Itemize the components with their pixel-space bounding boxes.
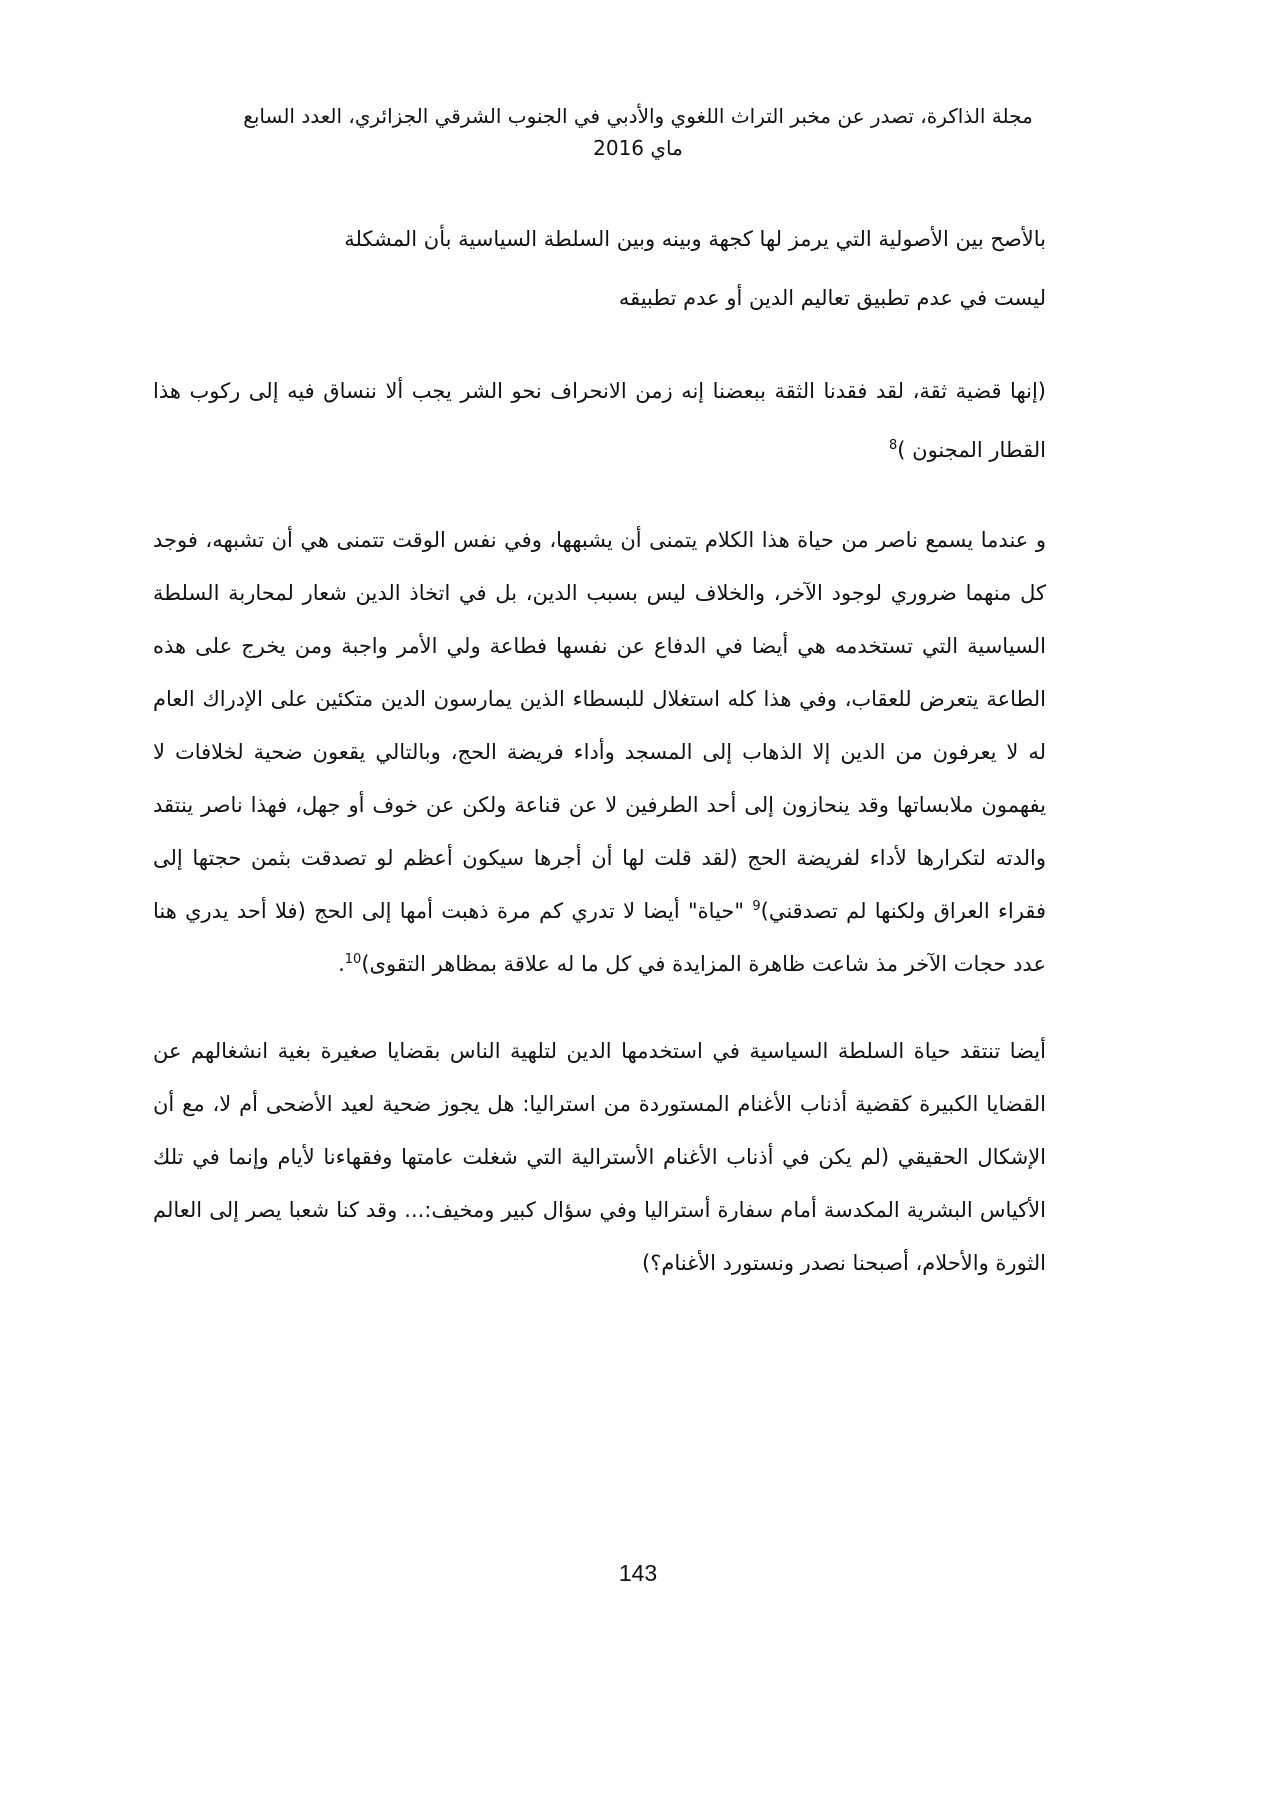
footnote-ref-10: 10: [344, 952, 362, 967]
footnote-ref-8: 8: [889, 438, 898, 453]
journal-header-title: مجلة الذاكرة، تصدر عن مخبر التراث اللغوي والأدبي في الجنوب الشرقي الجزائري، العدد السابع: [243, 104, 1033, 128]
paragraph-2-quote: [153, 362, 1046, 480]
page-number: 143: [618, 1560, 658, 1586]
paragraph-1: [153, 210, 1046, 328]
paragraph-3-part-1: و عندما يسمع ناصر من حياة هذا الكلام يتمنى أن يشبهها، وفي نفس الوقت تتمنى هي أن تشبهه، فوجد كل منهما ضروري لوجود الآخر، والخلاف ليس بسبب الدين، بل في اتخاذ الدين شعار لمحاربة السلطة السياسية التي تستخدمه هي أيضا في الدفاع عن نفسها فطاعة ولي الأمر واجبة ومن يخرج على هذه الطاعة يتعرض للعقاب، وفي هذا كله استغلال للبسطاء الذين يمارسون الدين متكئين على الإدراك العام له لا يعرفون من الدين إلا الذهاب إلى المسجد وأداء فريضة الحج، وبالتالي يقعون ضحية لخلافات لا يفهمون ملابساتها وقد ينحازون إلى أحد الطرفين لا عن قناعة ولكن عن خوف أو جهل، فهذا ناصر ينتقد والدته لتكرارها لأداء لفريضة الحج (لقد قلت لها أن أجرها سيكون أعظم لو تصدقت بثمن حجتها إلى فقراء العراق ولكنها لم تصدقني): [153, 528, 1046, 923]
footnote-ref-9: 9: [752, 899, 761, 914]
paragraph-4-text: أيضا تنتقد حياة السلطة السياسية في استخدمها الدين لتلهية الناس بقضايا صغيرة بغية انشغالهم عن القضايا الكبيرة كقضية أذناب الأغنام المستوردة من استراليا: هل يجوز ضحية لعيد الأضحى أم لا، مع أن الإشكال الحقيقي (لم يكن في أذناب الأغنام الأسترالية التي شغلت عامتها وفقهاءنا لأيام وإنما في تلك الأكياس البشرية المكدسة أمام سفارة أستراليا وفي سؤال كبير ومخيف:... وقد كنا شعبا يصر إلى العالم الثورة والأحلام، أصبحنا نصدر ونستورد الأغنام؟): [153, 1039, 1046, 1275]
journal-header-date: ماي 2016: [593, 136, 683, 160]
paragraph-1-line-2: ليست في عدم تطبيق تعاليم الدين أو عدم تطبيقه: [618, 286, 1046, 310]
article-body: [153, 210, 1046, 1324]
journal-header: [140, 100, 1136, 164]
paragraph-1-line-1: بالأصح بين الأصولية التي يرمز لها كجهة وبينه وبين السلطة السياسية بأن المشكلة: [344, 227, 1046, 251]
paragraph-3: [153, 514, 1046, 991]
paragraph-3-part-3: .: [338, 952, 345, 976]
paragraph-4: [153, 1025, 1046, 1290]
paragraph-2-text: (إنها قضية ثقة، لقد فقدنا الثقة ببعضنا إنه زمن الانحراف نحو الشر يجب ألا ننساق فيه إلى ركوب هذا القطار المجنون ): [153, 379, 1046, 462]
paragraph-3-part-2: "حياة" أيضا لا تدري كم مرة ذهبت أمها إلى الحج (فلا أحد يدري هنا عدد حجات الآخر مذ شاعت ظاهرة المزايدة في كل ما له علاقة بمظاهر التقوى): [153, 899, 1046, 976]
